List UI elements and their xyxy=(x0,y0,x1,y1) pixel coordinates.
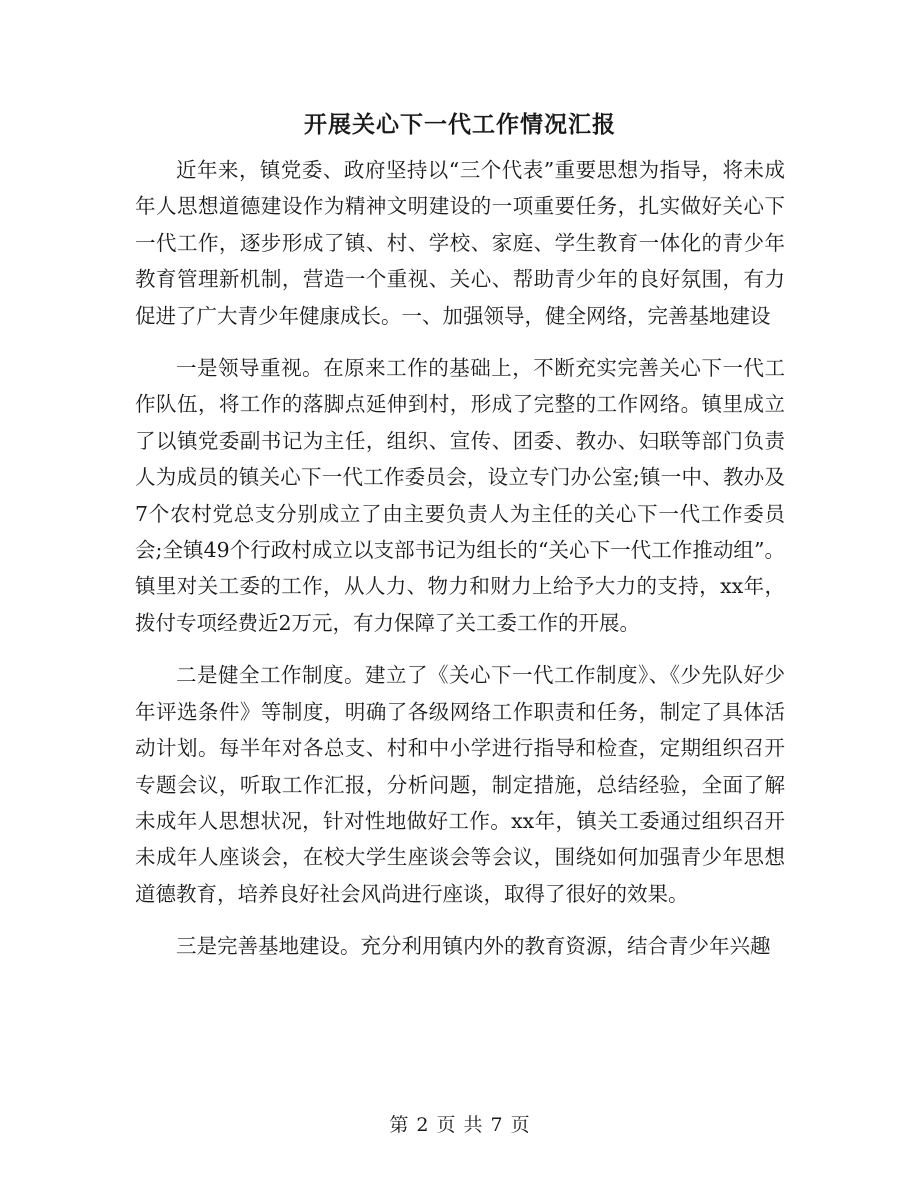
document-body xyxy=(135,152,785,981)
paragraph-intro: 近年来，镇党委、政府坚持以“三个代表”重要思想为指导，将未成年人思想道德建设作为精神文明建设的一项重要任务，扎实做好关心下一代工作，逐步形成了镇、村、学校、家庭、学生教育一体化的青少年教育管理新机制，营造一个重视、关心、帮助青少年的良好氛围，有力促进了广大青少年健康成长。一、加强领导，健全网络，完善基地建设 xyxy=(135,158,785,328)
paragraph-base: 三是完善基地建设。充分利用镇内外的教育资源，结合青少年兴趣 xyxy=(176,934,771,959)
document-title: 开展关心下一代工作情况汇报 xyxy=(304,111,616,138)
paragraph-leadership: 一是领导重视。在原来工作的基础上，不断充实完善关心下一代工作队伍，将工作的落脚点延伸到村，形成了完整的工作网络。镇里成立了以镇党委副书记为主任，组织、宣传、团委、教办、妇联等部门负责人为成员的镇关心下一代工作委员会，设立专门办公室;镇一中、教办及7个农村党总支分别成立了由主要负责人为主任的关心下一代工作委员会;全镇49个行政村成立以支部书记为组长的“关心下一代工作推动组”。镇里对关工委的工作，从人力、物力和财力上给予大力的支持，xx年，拨付专项经费近2万元，有力保障了关工委工作的开展。 xyxy=(135,356,785,635)
page-number-footer: 第 2 页 共 7 页 xyxy=(389,1114,531,1136)
paragraph-system: 二是健全工作制度。建立了《关心下一代工作制度》、《少先队好少年评选条件》等制度，明确了各级网络工作职责和任务，制定了具体活动计划。每半年对各总支、村和中小学进行指导和检查，定期组织召开专题会议，听取工作汇报，分析问题，制定措施，总结经验，全面了解未成年人思想状况，针对性地做好工作。xx年，镇关工委通过组织召开未成年人座谈会，在校大学生座谈会等会议，围绕如何加强青少年思想道德教育，培养良好社会风尚进行座谈，取得了很好的效果。 xyxy=(135,663,785,906)
